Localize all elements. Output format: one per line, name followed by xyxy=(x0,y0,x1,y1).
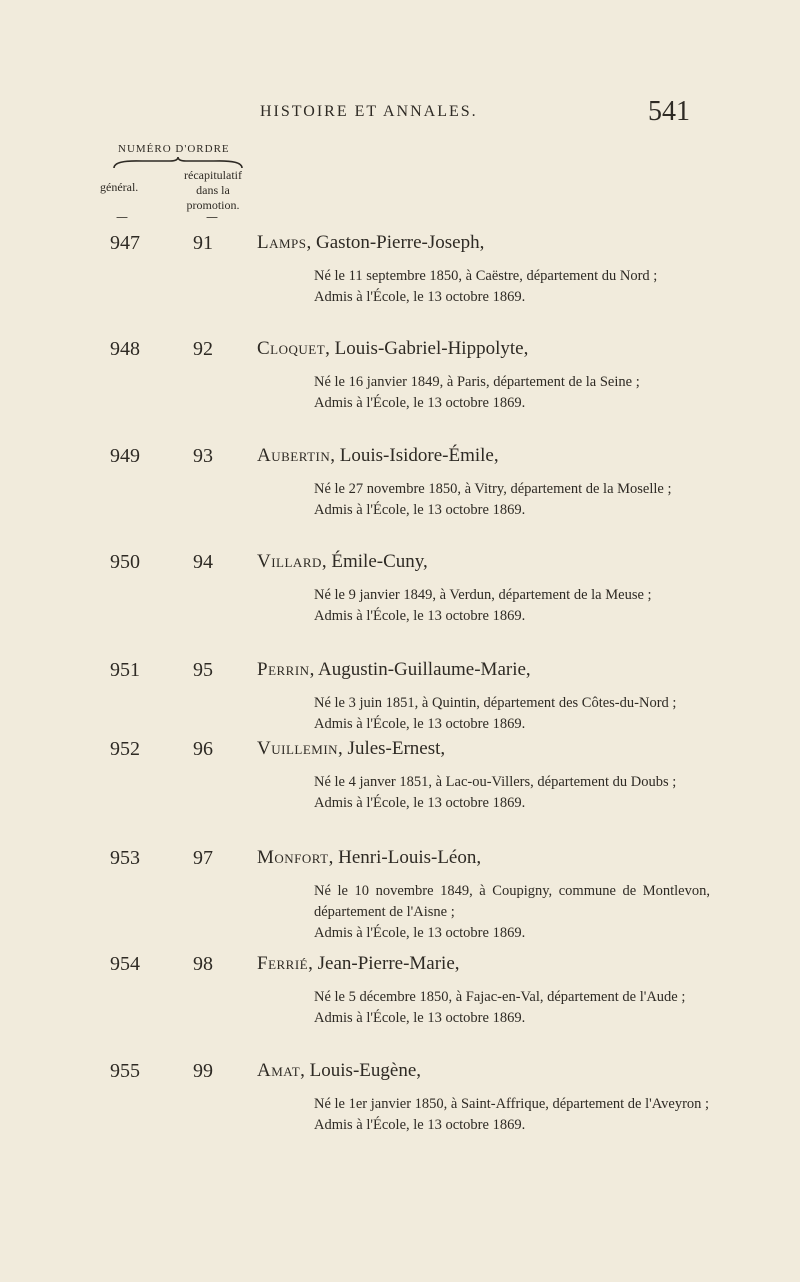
recap-number: 95 xyxy=(193,659,213,681)
entry-details xyxy=(314,479,710,521)
column-dash-recap: — xyxy=(206,210,218,224)
surname: Villard xyxy=(257,551,322,572)
recap-number: 91 xyxy=(193,232,213,254)
general-number: 950 xyxy=(110,551,140,573)
column-header-general: général. xyxy=(100,180,139,194)
birth-line: Né le 5 décembre 1850, à Fajac-en-Val, département de l'Aude ; xyxy=(314,989,686,1005)
admission-line: Admis à l'École, le 13 octobre 1869. xyxy=(314,1117,526,1133)
admission-line: Admis à l'École, le 13 octobre 1869. xyxy=(314,395,526,411)
admission-line: Admis à l'École, le 13 octobre 1869. xyxy=(314,289,526,305)
page-number: 541 xyxy=(648,96,690,127)
admission-line: Admis à l'École, le 13 octobre 1869. xyxy=(314,716,526,732)
general-number: 947 xyxy=(110,232,140,254)
person-name xyxy=(257,232,484,254)
general-number: 953 xyxy=(110,847,140,869)
column-group-label: NUMÉRO D'ORDRE xyxy=(118,143,230,155)
admission-line: Admis à l'École, le 13 octobre 1869. xyxy=(314,608,526,624)
recap-number: 98 xyxy=(193,953,213,975)
given-names: , Henri-Louis-Léon, xyxy=(328,847,482,868)
admission-line: Admis à l'École, le 13 octobre 1869. xyxy=(314,1010,526,1026)
surname: Ferrié xyxy=(257,953,309,974)
person-name xyxy=(257,551,428,573)
given-names: , Louis-Isidore-Émile, xyxy=(330,445,499,466)
birth-line: Né le 16 janvier 1849, à Paris, département de la Seine ; xyxy=(314,374,640,390)
general-number: 949 xyxy=(110,445,140,467)
recap-number: 97 xyxy=(193,847,213,869)
person-name xyxy=(257,445,499,467)
surname: Aubertin xyxy=(257,445,331,466)
entry-details xyxy=(314,585,710,627)
admission-line: Admis à l'École, le 13 octobre 1869. xyxy=(314,925,526,941)
person-name xyxy=(257,659,531,681)
recap-number: 99 xyxy=(193,1060,213,1082)
birth-line: Né le 1er janvier 1850, à Saint-Affrique, département de l'Aveyron ; xyxy=(314,1096,710,1112)
given-names: , Émile-Cuny, xyxy=(321,551,428,572)
entry-details xyxy=(314,1094,710,1136)
entry-details xyxy=(314,266,710,308)
given-names: , Gaston-Pierre-Joseph, xyxy=(306,232,485,253)
entry-details xyxy=(314,372,710,414)
recap-number: 93 xyxy=(193,445,213,467)
general-number: 955 xyxy=(110,1060,140,1082)
surname: Amat xyxy=(257,1060,301,1081)
given-names: , Louis-Gabriel-Hippolyte, xyxy=(325,338,529,359)
birth-line: Né le 4 janver 1851, à Lac-ou-Villers, département du Doubs ; xyxy=(314,774,677,790)
given-names: , Jean-Pierre-Marie, xyxy=(308,953,460,974)
birth-line: Né le 10 novembre 1849, à Coupigny, commune de Montlevon, département de l'Aisne ; xyxy=(314,883,710,920)
surname: Lamps xyxy=(257,232,307,253)
birth-line: Né le 3 juin 1851, à Quintin, département des Côtes-du-Nord ; xyxy=(314,695,677,711)
surname: Cloquet xyxy=(257,338,326,359)
person-name xyxy=(257,738,445,760)
general-number: 954 xyxy=(110,953,140,975)
given-names: , Louis-Eugène, xyxy=(300,1060,421,1081)
general-number: 948 xyxy=(110,338,140,360)
surname: Perrin xyxy=(257,659,310,680)
person-name xyxy=(257,338,528,360)
recap-number: 92 xyxy=(193,338,213,360)
column-header-recap: récapitulatif dans la promotion. xyxy=(184,168,242,212)
recap-number: 94 xyxy=(193,551,213,573)
birth-line: Né le 9 janvier 1849, à Verdun, département de la Meuse ; xyxy=(314,587,652,603)
person-name xyxy=(257,1060,421,1082)
surname: Monfort xyxy=(257,847,329,868)
person-name xyxy=(257,847,481,869)
recap-number: 96 xyxy=(193,738,213,760)
given-names: , Augustin-Guillaume-Marie, xyxy=(309,659,531,680)
running-title: HISTOIRE ET ANNALES. xyxy=(260,103,478,120)
entry-details xyxy=(314,693,710,735)
entry-details xyxy=(314,987,710,1029)
admission-line: Admis à l'École, le 13 octobre 1869. xyxy=(314,795,526,811)
surname: Vuillemin xyxy=(257,738,339,759)
birth-line: Né le 11 septembre 1850, à Caëstre, département du Nord ; xyxy=(314,268,658,284)
entry-details xyxy=(314,881,710,944)
general-number: 951 xyxy=(110,659,140,681)
entry-details xyxy=(314,772,710,814)
general-number: 952 xyxy=(110,738,140,760)
given-names: , Jules-Ernest, xyxy=(338,738,446,759)
admission-line: Admis à l'École, le 13 octobre 1869. xyxy=(314,502,526,518)
person-name xyxy=(257,953,460,975)
column-dash-general: — xyxy=(116,210,128,224)
birth-line: Né le 27 novembre 1850, à Vitry, département de la Moselle ; xyxy=(314,481,672,497)
